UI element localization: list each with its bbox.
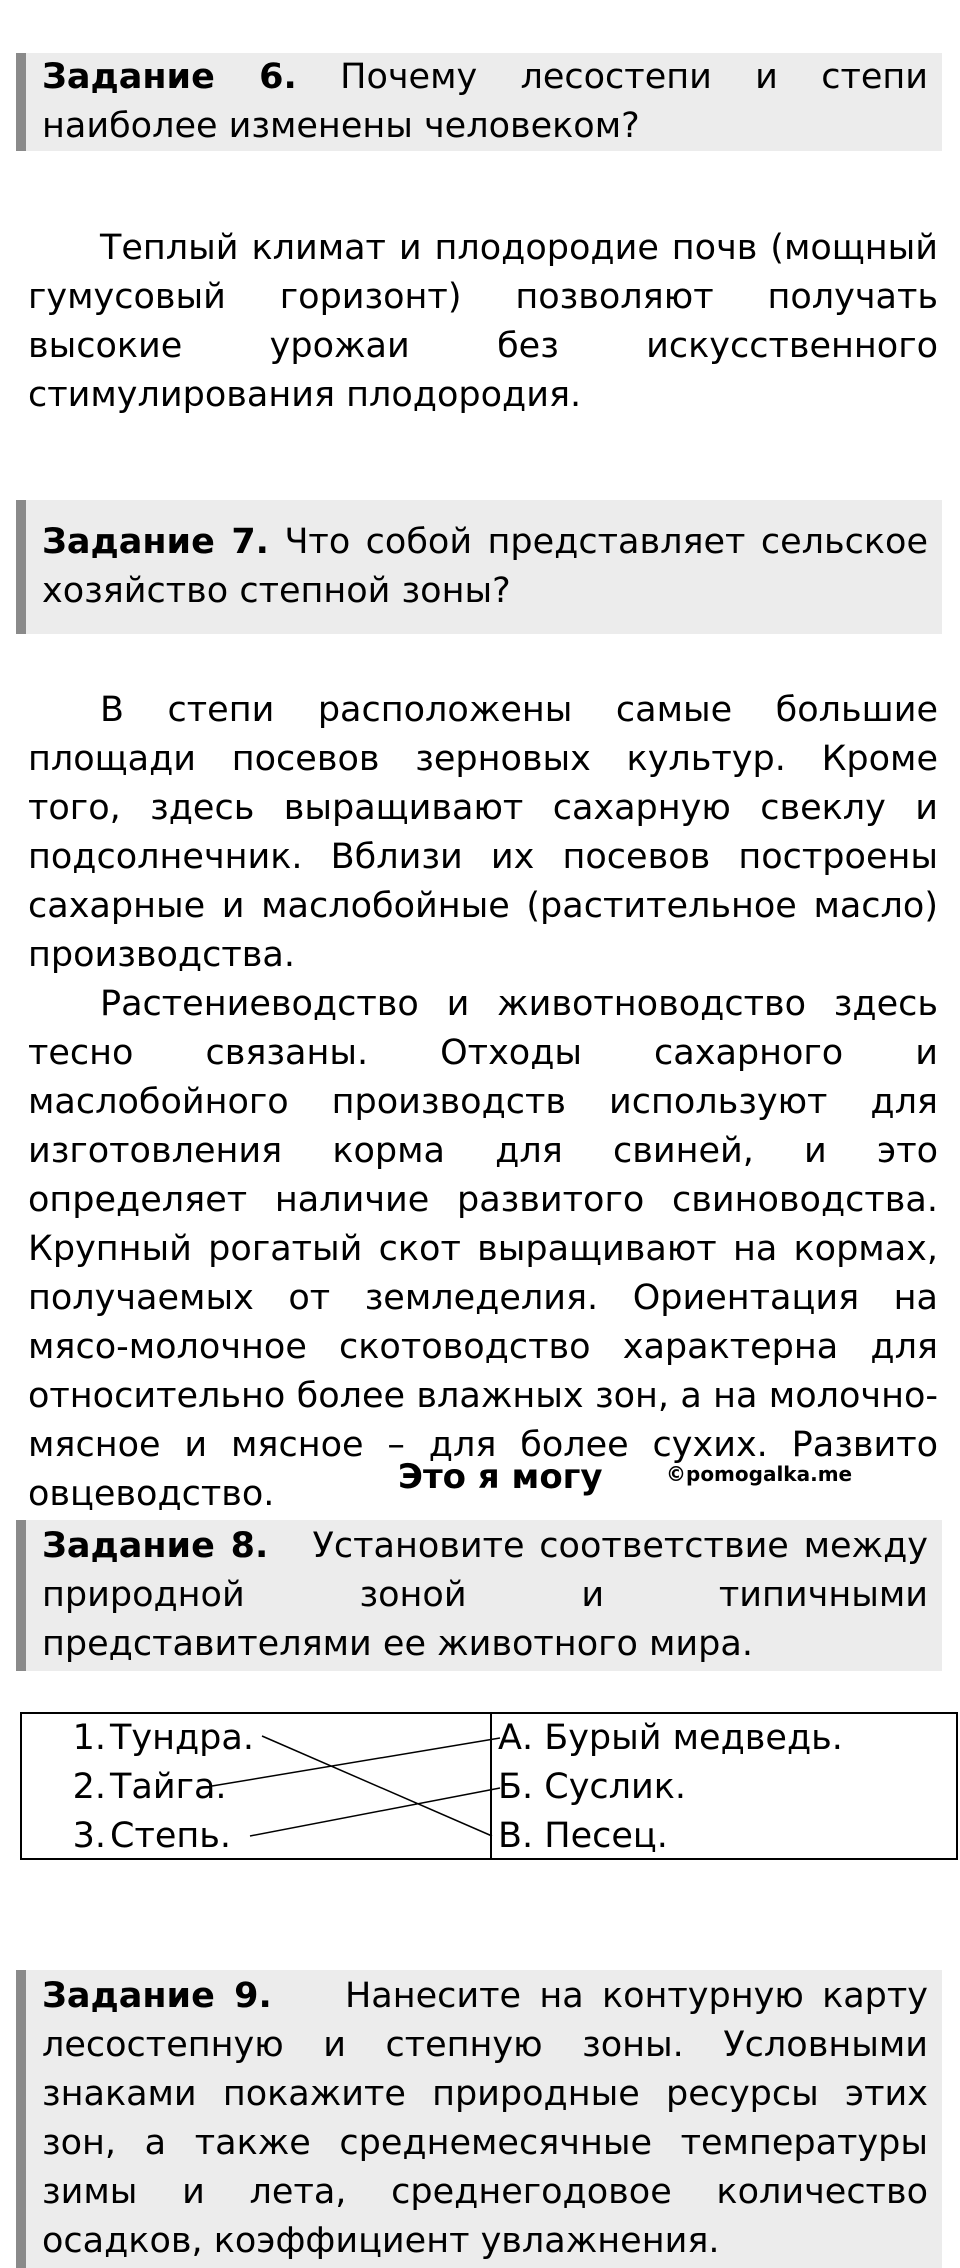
watermark: ©pomogalka.me — [666, 1462, 853, 1486]
zone-item: 3. Степь. — [72, 1816, 231, 1856]
task-6-label: Задание 6. — [42, 57, 297, 97]
task-9-box — [16, 1970, 942, 2268]
task-9-question: Нанесите на контурную карту лесостепную и степную зоны. Условными знаками покажите природные ресурсы этих зон, а также среднемесячные температуры зимы и лета, среднегодовое количество осадков, коэффициент увлажнения. — [42, 1976, 928, 2261]
answer-6-paragraph: Теплый климат и плодородие почв (мощный гумусовый горизонт) позволяют получать высокие урожаи без искусственного стимулирования плодородия. — [28, 228, 938, 415]
task-7-box — [16, 500, 942, 634]
task-8-box — [16, 1520, 942, 1671]
task-7-label: Задание 7. — [42, 522, 269, 562]
zone-item: 2. Тайга. — [72, 1767, 227, 1807]
animal-item: В. Песец. — [498, 1816, 668, 1856]
section-title: Это я могу — [398, 1457, 603, 1497]
animal-item: Б. Суслик. — [498, 1767, 687, 1807]
matching-table — [20, 1712, 958, 1860]
task-7-answer — [28, 686, 938, 1519]
task-8-label: Задание 8. — [42, 1526, 269, 1566]
answer-7-paragraph-1: В степи расположены самые большие площади посевов зерновых культур. Кроме того, здесь выращивают сахарную свеклу и подсолнечник. Вблизи их посевов построены сахарные и маслобойные (растительное масло) производства. — [28, 690, 938, 975]
task-7-question: Что собой представляет сельское хозяйство степной зоны? — [42, 522, 928, 611]
task-6-box — [16, 53, 942, 151]
section-heading — [0, 1452, 960, 1502]
answer-7-paragraph-2: Растениеводство и животноводство здесь тесно связаны. Отходы сахарного и маслобойного производств используют для изготовления корма для свиней, и это определяет наличие развитого свиноводства. Крупный рогатый скот выращивают на кормах, получаемых от земледелия. Ориентация на мясо-молочное скотоводство характерна для относительно более влажных зон, а на молочно-мясное и мясное – для более сухих. Развито овцеводство. — [28, 984, 938, 1514]
zone-item: 1. Тундра. — [72, 1718, 254, 1758]
match-line-step-suslik — [250, 1788, 500, 1836]
task-6-question: Почему лесостепи и степи наиболее изменены человеком? — [42, 57, 928, 146]
task-8-question: Установите соответствие между природной зоной и типичными представителями ее животного мира. — [42, 1526, 928, 1664]
task-6-answer — [28, 224, 938, 420]
match-line-taiga-bear — [212, 1738, 500, 1786]
animal-item: А. Бурый медведь. — [498, 1718, 843, 1758]
match-line-tundra-pesets — [262, 1736, 492, 1836]
task-9-label: Задание 9. — [42, 1976, 272, 2016]
matching-lines — [22, 1714, 956, 1858]
